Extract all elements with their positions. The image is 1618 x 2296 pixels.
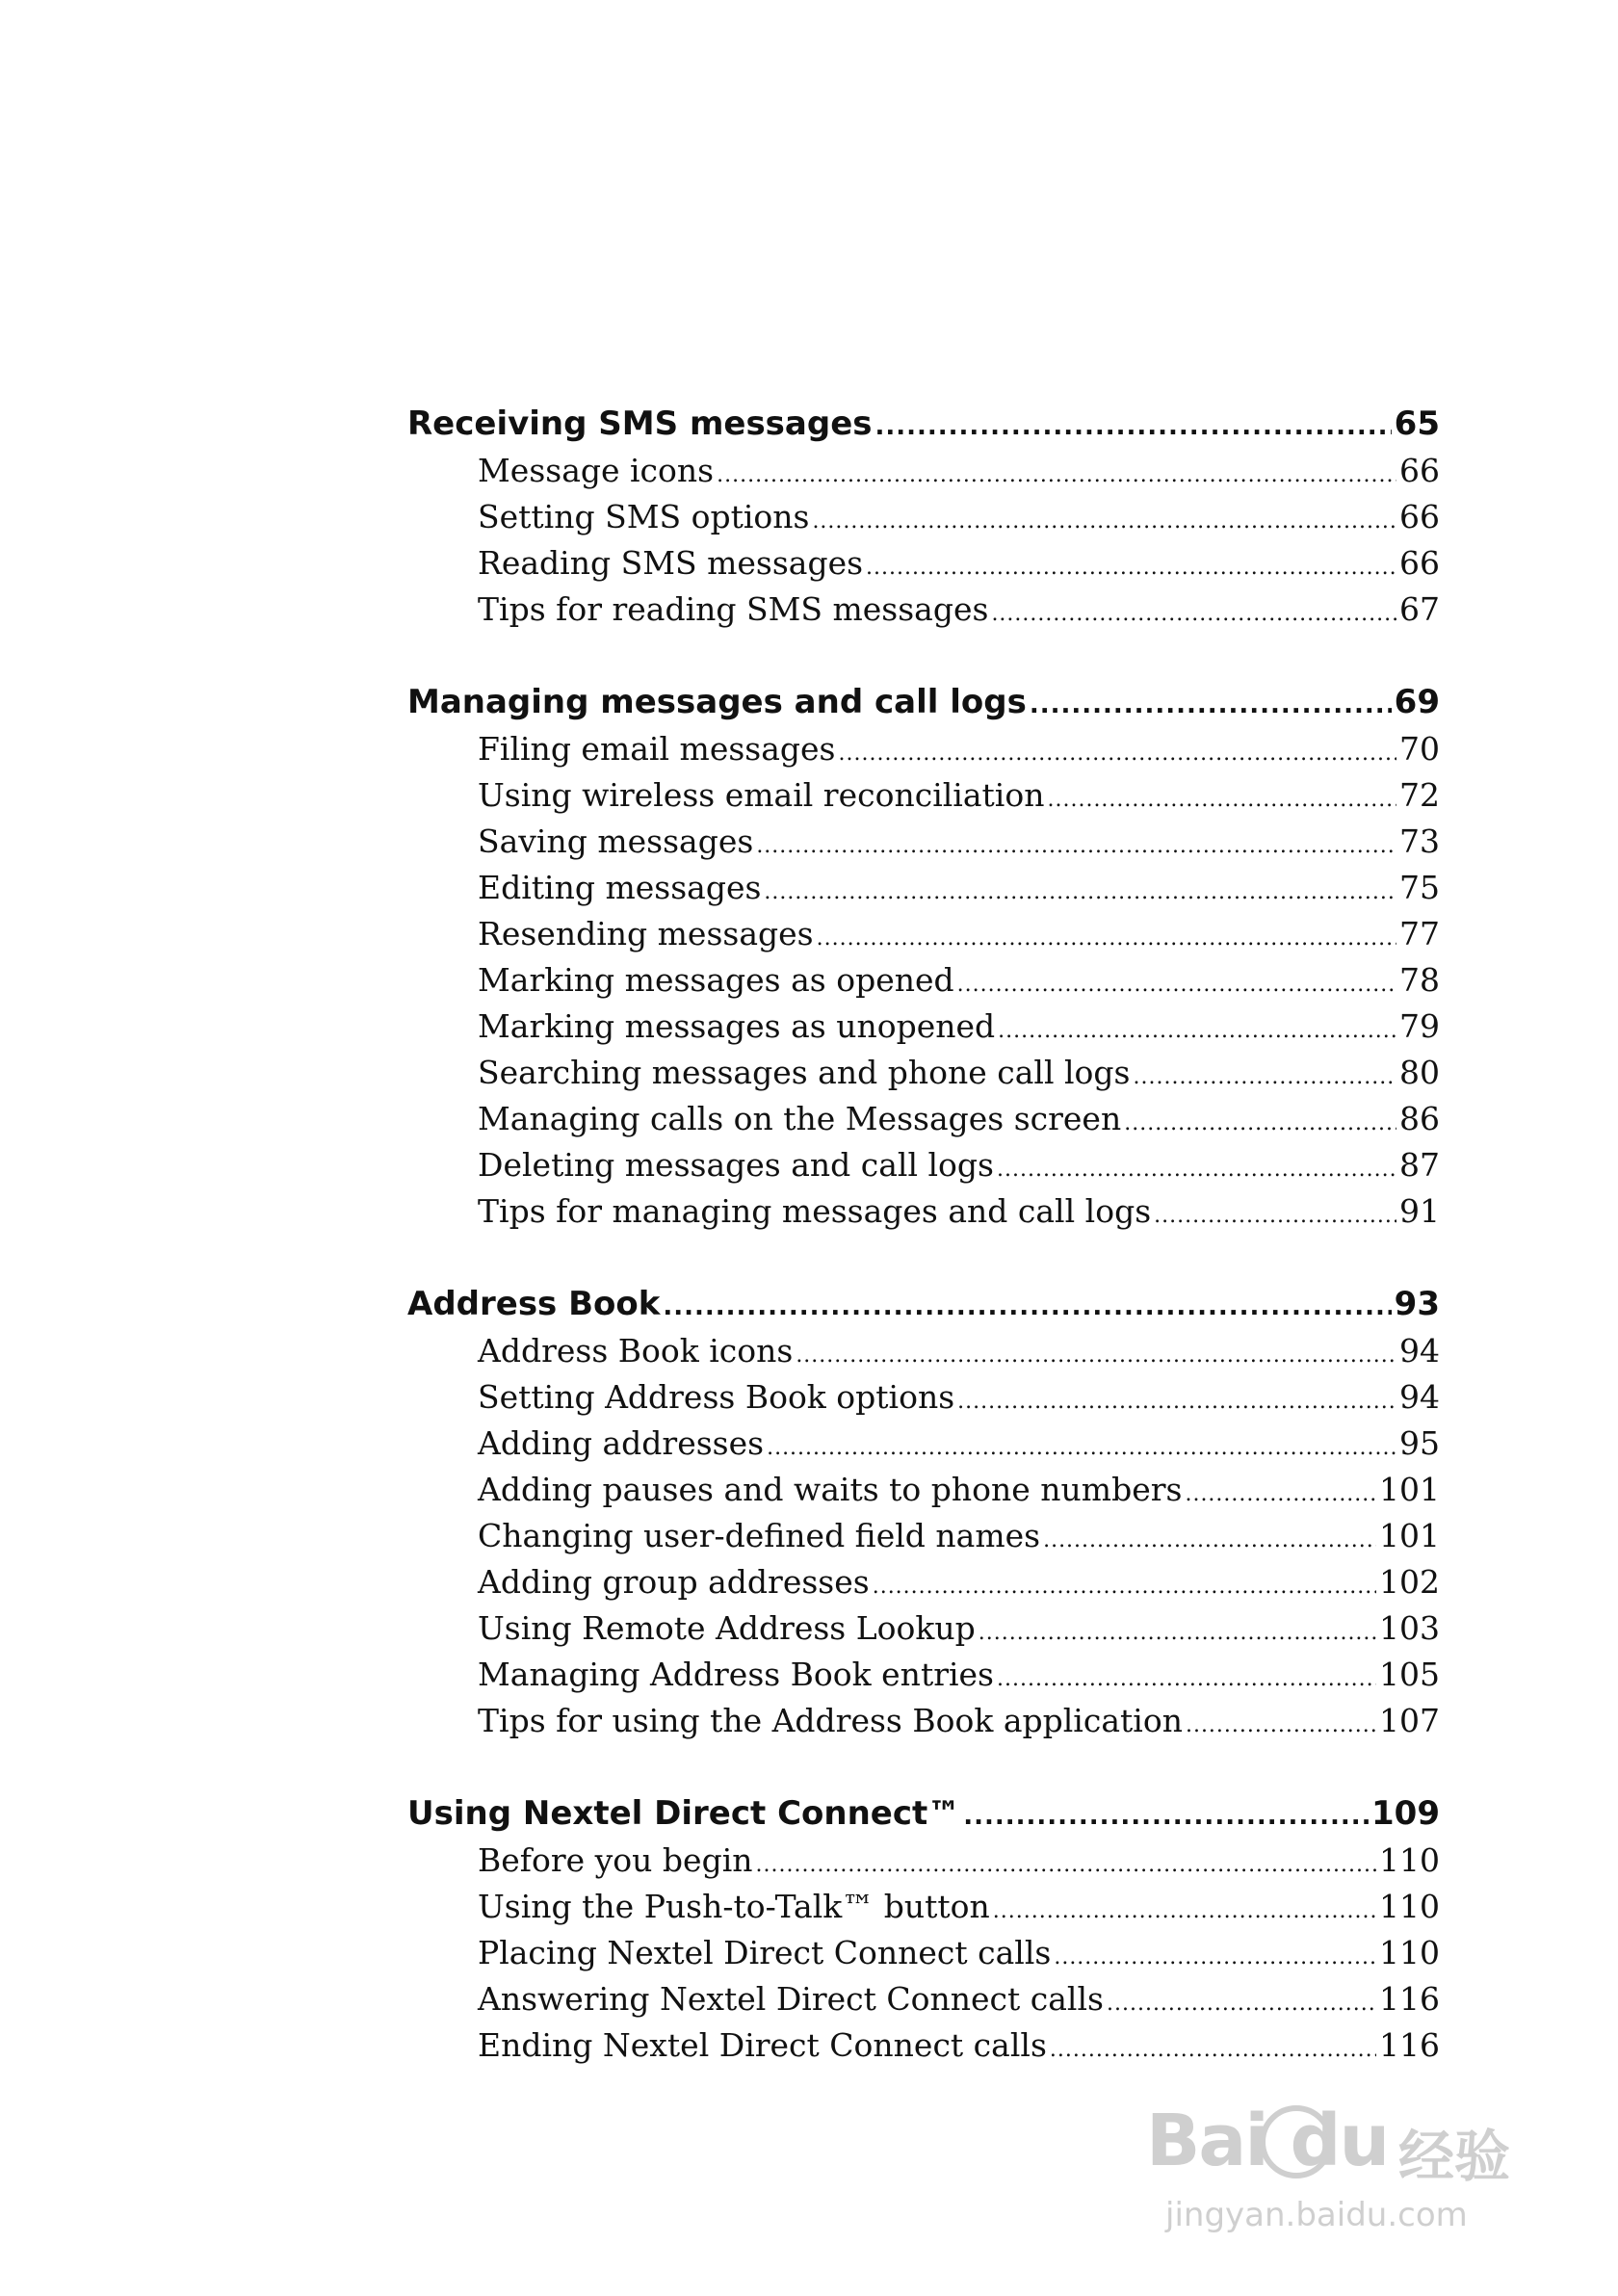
dot-leader xyxy=(873,1564,1376,1610)
toc-entry-page: 87 xyxy=(1399,1146,1440,1184)
dot-leader xyxy=(866,545,1396,591)
toc-entry-page: 101 xyxy=(1379,1471,1440,1508)
dot-leader xyxy=(717,453,1396,499)
toc-entry-page: 107 xyxy=(1379,1702,1440,1739)
toc-entry[interactable] xyxy=(407,772,1440,819)
toc-section xyxy=(407,400,1440,633)
toc-section xyxy=(407,678,1440,1235)
dot-leader xyxy=(817,916,1396,962)
toc-entry[interactable] xyxy=(407,865,1440,911)
toc-entry-title: Resending messages xyxy=(478,915,814,952)
dot-leader xyxy=(1185,1472,1376,1518)
toc-heading-title: Using Nextel Direct Connect™ xyxy=(407,1794,961,1833)
dot-leader xyxy=(957,1379,1396,1425)
toc-entry-title: Address Book icons xyxy=(478,1332,794,1370)
toc-entry-page: 72 xyxy=(1399,776,1440,814)
dot-leader xyxy=(1133,1055,1396,1101)
toc-entry[interactable] xyxy=(407,1050,1440,1096)
dot-leader xyxy=(767,1425,1396,1472)
dot-leader xyxy=(1186,1703,1376,1749)
toc-entry-page: 103 xyxy=(1379,1609,1440,1647)
toc-entry[interactable] xyxy=(407,540,1440,587)
toc-entry[interactable] xyxy=(407,1096,1440,1142)
toc-entry-title: Changing user-defined field names xyxy=(478,1517,1041,1554)
toc-heading-page: 69 xyxy=(1394,683,1440,721)
toc-entry-page: 80 xyxy=(1399,1054,1440,1091)
toc-entry-page: 110 xyxy=(1379,1841,1440,1879)
dot-leader xyxy=(993,1889,1376,1935)
toc-entry-page: 105 xyxy=(1379,1656,1440,1693)
toc-entry-title: Setting SMS options xyxy=(478,498,810,535)
toc-heading-page: 65 xyxy=(1394,404,1440,443)
dot-leader xyxy=(1050,2027,1376,2074)
dot-leader xyxy=(998,1008,1396,1055)
toc-entry[interactable] xyxy=(407,726,1440,772)
toc-entry-title: Message icons xyxy=(478,452,715,489)
toc-entry-title: Answering Nextel Direct Connect calls xyxy=(478,1980,1104,2018)
dot-leader xyxy=(1030,681,1392,729)
toc-entry-title: Before you begin xyxy=(478,1841,753,1879)
toc-entry-page: 78 xyxy=(1399,961,1440,999)
toc-entry[interactable] xyxy=(407,1559,1440,1605)
toc-entry[interactable] xyxy=(407,957,1440,1004)
toc-entry[interactable] xyxy=(407,911,1440,957)
toc-entry-title: Ending Nextel Direct Connect calls xyxy=(478,2026,1047,2064)
toc-entry-page: 110 xyxy=(1379,1888,1440,1925)
dot-leader xyxy=(663,1283,1391,1331)
dot-leader xyxy=(1047,777,1396,823)
toc-entry-title: Managing Address Book entries xyxy=(478,1656,994,1693)
toc-entry[interactable] xyxy=(407,1142,1440,1188)
dot-leader xyxy=(979,1610,1376,1657)
toc-entry[interactable] xyxy=(407,1838,1440,1884)
dot-leader xyxy=(1043,1518,1376,1564)
toc-entry[interactable] xyxy=(407,1328,1440,1374)
dot-leader xyxy=(838,731,1396,777)
toc-entry-page: 101 xyxy=(1379,1517,1440,1554)
toc-section xyxy=(407,1789,1440,2069)
toc-entry-title: Placing Nextel Direct Connect calls xyxy=(478,1934,1052,1971)
toc-entry-page: 110 xyxy=(1379,1934,1440,1971)
toc-entry-page: 91 xyxy=(1399,1192,1440,1230)
toc-entry[interactable] xyxy=(407,1605,1440,1652)
toc-entry-title: Saving messages xyxy=(478,822,754,860)
dot-leader xyxy=(963,1792,1369,1840)
toc-entry[interactable] xyxy=(407,1467,1440,1513)
toc-entry-page: 66 xyxy=(1399,452,1440,489)
toc-entry-page: 67 xyxy=(1399,590,1440,628)
dot-leader xyxy=(756,823,1396,870)
toc-entry[interactable] xyxy=(407,1976,1440,2022)
toc-heading-title: Address Book xyxy=(407,1285,661,1323)
dot-leader xyxy=(1054,1935,1376,1981)
toc-entry-title: Adding pauses and waits to phone numbers xyxy=(478,1471,1183,1508)
toc-entry-page: 79 xyxy=(1399,1007,1440,1045)
toc-entry[interactable] xyxy=(407,1188,1440,1235)
toc-entry-page: 94 xyxy=(1399,1332,1440,1370)
toc-heading[interactable] xyxy=(407,1789,1440,1838)
watermark-cn: 经验 xyxy=(1398,2124,1511,2189)
toc-entry-page: 116 xyxy=(1379,1980,1440,2018)
dot-leader xyxy=(997,1657,1376,1703)
toc-heading-title: Receiving SMS messages xyxy=(407,404,873,443)
toc-entry-title: Tips for using the Address Book application xyxy=(478,1702,1183,1739)
toc-entry-page: 116 xyxy=(1379,2026,1440,2064)
toc-entry[interactable] xyxy=(407,2022,1440,2069)
paw-icon xyxy=(1260,2105,1333,2179)
toc-entry-page: 66 xyxy=(1399,498,1440,535)
toc-entry[interactable] xyxy=(407,1930,1440,1976)
toc-entry-title: Filing email messages xyxy=(478,730,836,768)
toc-section xyxy=(407,1280,1440,1744)
toc-entry[interactable] xyxy=(407,1374,1440,1421)
toc-entry-title: Adding group addresses xyxy=(478,1563,870,1601)
toc-entry-title: Marking messages as opened xyxy=(478,961,954,999)
baidu-jingyan-watermark xyxy=(1146,2100,1551,2234)
toc-entry-title: Deleting messages and call logs xyxy=(478,1146,994,1184)
toc-entry-title: Reading SMS messages xyxy=(478,544,864,582)
toc-entry-page: 86 xyxy=(1399,1100,1440,1137)
dot-leader xyxy=(875,403,1392,451)
dot-leader xyxy=(1107,1981,1376,2027)
toc-entry[interactable] xyxy=(407,1513,1440,1559)
dot-leader xyxy=(812,499,1396,545)
toc-entry[interactable] xyxy=(407,1421,1440,1467)
toc-entry-title: Searching messages and phone call logs xyxy=(478,1054,1131,1091)
toc-entry-title: Using wireless email reconciliation xyxy=(478,776,1045,814)
toc-entry-title: Adding addresses xyxy=(478,1424,765,1462)
toc-entry-title: Editing messages xyxy=(478,869,762,906)
dot-leader xyxy=(756,1842,1377,1889)
dot-leader xyxy=(764,870,1396,916)
toc-entry-page: 75 xyxy=(1399,869,1440,906)
toc-entry[interactable] xyxy=(407,819,1440,865)
dot-leader xyxy=(997,1147,1396,1193)
toc-entry[interactable] xyxy=(407,1884,1440,1930)
toc-heading[interactable] xyxy=(407,1280,1440,1328)
toc-heading-title: Managing messages and call logs xyxy=(407,683,1027,721)
toc-entry-title: Setting Address Book options xyxy=(478,1378,955,1416)
toc-entry[interactable] xyxy=(407,448,1440,494)
watermark-domain: jingyan.baidu.com xyxy=(1165,2196,1468,2234)
toc-entry-page: 66 xyxy=(1399,544,1440,582)
toc-entry[interactable] xyxy=(407,1004,1440,1050)
toc-entry[interactable] xyxy=(407,587,1440,633)
toc-entry-title: Marking messages as unopened xyxy=(478,1007,996,1045)
toc-entry-page: 102 xyxy=(1379,1563,1440,1601)
toc-entry-title: Tips for reading SMS messages xyxy=(478,590,989,628)
toc-entry-page: 94 xyxy=(1399,1378,1440,1416)
toc-entry-title: Using Remote Address Lookup xyxy=(478,1609,976,1647)
toc-entry-title: Tips for managing messages and call logs xyxy=(478,1192,1152,1230)
dot-leader xyxy=(796,1333,1396,1379)
toc-entry-title: Using the Push-to-Talk™ button xyxy=(478,1888,990,1925)
toc-entry-page: 77 xyxy=(1399,915,1440,952)
toc-entry[interactable] xyxy=(407,494,1440,540)
toc-heading[interactable] xyxy=(407,678,1440,726)
toc-entry-title: Managing calls on the Messages screen xyxy=(478,1100,1122,1137)
toc-heading-page: 93 xyxy=(1394,1285,1440,1323)
toc-entry-page: 95 xyxy=(1399,1424,1440,1462)
toc-entry[interactable] xyxy=(407,1698,1440,1744)
toc-heading[interactable] xyxy=(407,400,1440,448)
dot-leader xyxy=(1124,1101,1396,1147)
watermark-brand: Bai du xyxy=(1146,2100,1389,2182)
dot-leader xyxy=(957,962,1396,1008)
toc-entry[interactable] xyxy=(407,1652,1440,1698)
toc-entry-page: 73 xyxy=(1399,822,1440,860)
toc-heading-page: 109 xyxy=(1371,1794,1440,1833)
dot-leader xyxy=(1154,1193,1396,1239)
table-of-contents xyxy=(407,400,1440,2114)
toc-entry-page: 70 xyxy=(1399,730,1440,768)
dot-leader xyxy=(991,591,1396,638)
